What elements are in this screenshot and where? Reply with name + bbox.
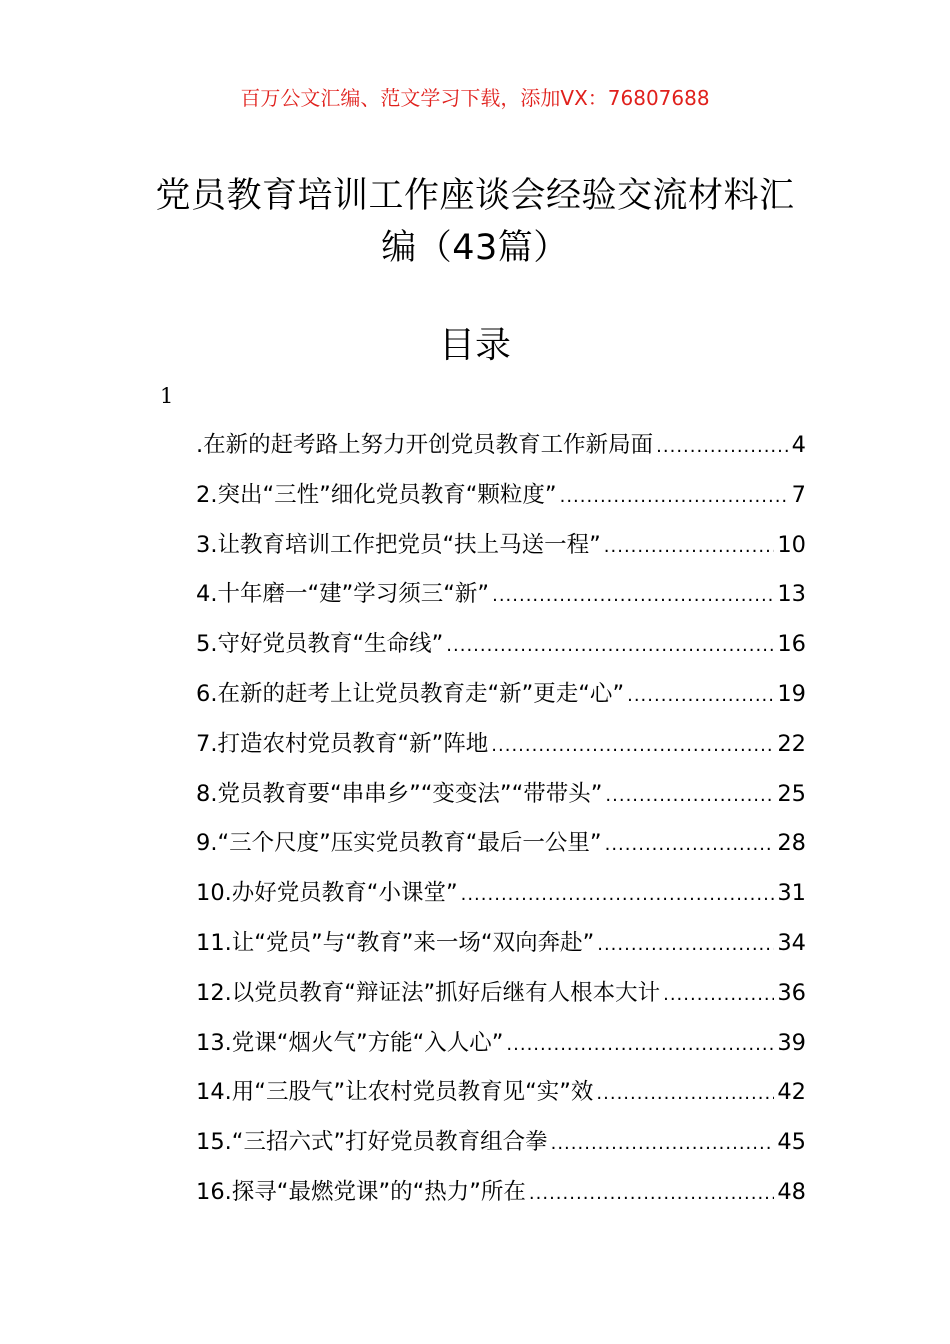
toc-heading: 目录 — [438, 325, 511, 366]
toc-item-page: 13 — [777, 581, 806, 608]
toc-item[interactable] — [196, 574, 806, 624]
toc-item[interactable] — [196, 774, 806, 824]
toc-item[interactable] — [196, 624, 806, 674]
document-title: 党员教育培训工作座谈会经验交流材料汇编（43篇） — [155, 176, 795, 268]
toc-item[interactable] — [196, 823, 806, 873]
toc-item-page: 4 — [791, 432, 806, 458]
toc-item-page: 25 — [777, 780, 806, 807]
toc-item-text: 13.党课“烟火气”方能“入人心” — [196, 1029, 504, 1056]
toc-item-text: 11.让“党员”与“教育”来一场“双向奔赴” — [196, 929, 595, 956]
toc-leader — [560, 477, 789, 517]
page-marker: 1 — [160, 384, 174, 408]
toc-item-page: 16 — [777, 631, 806, 658]
toc-item[interactable] — [196, 1122, 806, 1172]
toc-leader — [627, 676, 774, 716]
toc-item-page: 45 — [777, 1129, 806, 1156]
toc-leader — [491, 726, 774, 766]
toc-item-text: 2.突出“三性”细化党员教育“颗粒度” — [196, 481, 557, 508]
toc-leader — [551, 1124, 775, 1164]
toc-item-page: 7 — [791, 481, 806, 508]
toc-leader — [446, 626, 774, 666]
toc-item-page: 34 — [777, 929, 806, 956]
toc-leader — [605, 776, 774, 816]
toc-item-text: 4.十年磨一“建”学习须三“新” — [196, 581, 490, 608]
toc-item-text: 16.探寻“最燃党课”的“热力”所在 — [196, 1178, 526, 1205]
toc-item-page: 31 — [777, 880, 806, 907]
toc-leader — [492, 576, 774, 616]
toc-item-text: .在新的赶考路上努力开创党员教育工作新局面 — [196, 432, 654, 458]
toc-item-text: 14.用“三股气”让农村党员教育见“实”效 — [196, 1079, 594, 1106]
toc-item-text: 15.“三招六式”打好党员教育组合拳 — [196, 1129, 548, 1156]
toc-leader — [529, 1174, 774, 1214]
toc-item[interactable] — [196, 973, 806, 1023]
toc-item[interactable] — [196, 1072, 806, 1122]
toc-leader — [597, 925, 774, 965]
toc-item-text: 5.守好党员教育“生命线” — [196, 631, 444, 658]
toc-item-text: 3.让教育培训工作把党员“扶上马送一程” — [196, 531, 601, 558]
toc-leader — [506, 1025, 774, 1065]
toc-list — [196, 425, 806, 1222]
toc-item-page: 22 — [777, 730, 806, 757]
toc-item-page: 48 — [777, 1178, 806, 1205]
toc-item-page: 42 — [777, 1079, 806, 1106]
toc-leader — [604, 527, 775, 567]
toc-item-page: 39 — [777, 1029, 806, 1056]
toc-item[interactable] — [196, 724, 806, 774]
toc-leader — [656, 427, 789, 467]
toc-item-text: 10.办好党员教育“小课堂” — [196, 880, 458, 907]
header-note: 百万公文汇编、范文学习下载，添加VX：76807688 — [240, 86, 710, 110]
toc-item[interactable] — [196, 674, 806, 724]
toc-item-text: 6.在新的赶考上让党员教育走“新”更走“心” — [196, 680, 625, 707]
toc-item-text: 7.打造农村党员教育“新”阵地 — [196, 730, 489, 757]
toc-item-text: 9.“三个尺度”压实党员教育“最后一公里” — [196, 830, 602, 857]
toc-item[interactable] — [196, 425, 806, 475]
toc-item[interactable] — [196, 873, 806, 923]
toc-item[interactable] — [196, 525, 806, 575]
toc-leader — [461, 875, 775, 915]
toc-item[interactable] — [196, 923, 806, 973]
toc-leader — [596, 1074, 774, 1114]
toc-leader — [663, 975, 774, 1015]
toc-item-text: 8.党员教育要“串串乡”“变变法”“带带头” — [196, 780, 603, 807]
toc-leader — [605, 825, 775, 865]
toc-item-page: 19 — [777, 680, 806, 707]
toc-item-page: 10 — [777, 531, 806, 558]
toc-item-text: 12.以党员教育“辩证法”抓好后继有人根本大计 — [196, 979, 661, 1006]
toc-item[interactable] — [196, 1172, 806, 1222]
toc-item[interactable] — [196, 475, 806, 525]
toc-item-page: 36 — [777, 979, 806, 1006]
toc-item[interactable] — [196, 1023, 806, 1073]
toc-item-page: 28 — [777, 830, 806, 857]
